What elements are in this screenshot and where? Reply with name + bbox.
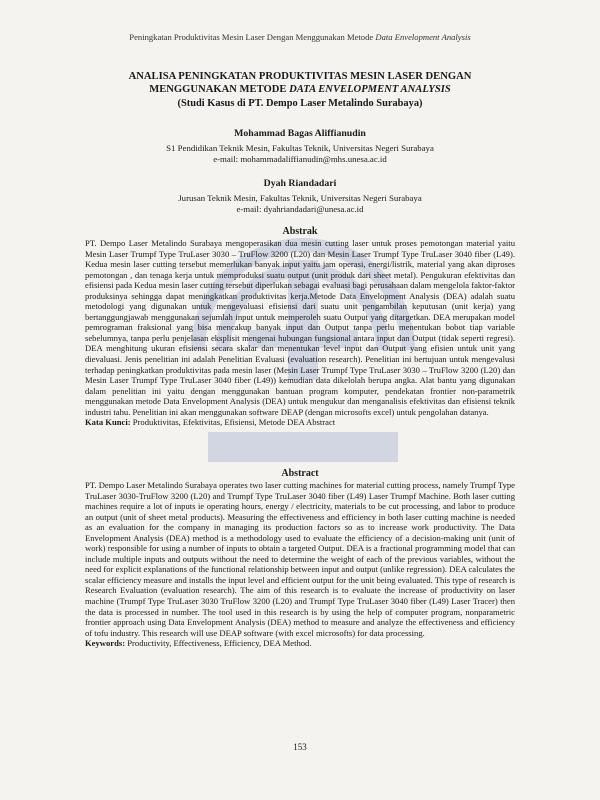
- author-block-2: [60, 178, 540, 215]
- author-affiliation: Jurusan Teknik Mesin, Fakultas Teknik, Universitas Negeri Surabaya: [178, 193, 422, 203]
- abstract-body: [85, 480, 515, 649]
- author-name: Mohammad Bagas Aliffianudin: [234, 128, 366, 139]
- abstrak-text: PT. Dempo Laser Metalindo Surabaya mengoperasikan dua mesin cutting laser untuk proses pemotongan material yaitu Mesin Laser Trumpf Type TruLaser 3030 – TruFlow 3200 (L20) dan Mesin Laser Trumpf Type TruLaser 3040 fiber (L49). Kedua mesin laser cutting tersebut memerlukan banyak input yaitu jam operasi, energi/listrik, material yang akan diproses pemotongan , dan tenaga kerja untuk memproduksi suatu output (unit produk dari sheet metal). Pengukuran efektivitas dan efisiensi pada Kedua mesin laser cutting tersebut diperlukan sebagai evaluasi bagi perusahaan dalam mengelola faktor-faktor produksinya sehingga dapat meningkatkan produktivitas kerja.Metode Data Envelopment Analysis (DEA) adalah suatu metodologi yang digunakan untuk mengevaluasi efisiensi dari suatu unit pengambilan keputusan (unit kerja) yang bertanggungjawab menggunakan sejumlah input untuk memperoleh suatu Output yang ditargetkan. DEA merupakan model pemrograman fraksional yang bisa mencakup banyak input dan Output tanpa perlu menentukan bobot tiap variable sebelumnya, tanpa perlu penjelasan eksplisit mengenai hubungan fungsional antara input dan Output (tidak seperti regresi). DEA menghitung ukuran efisiensi secara skalar dan menentukan level input dan Output yang efisien untuk unit yang dievaluasi. Jenis penelitian ini adalah Penelitian Evaluasi (evaluation research). Penelitian ini bertujuan untuk mengevalusi terhadap peningkatkan produktivitas pada mesin laser (Mesin Laser Trumpf Type TruLaser 3030 – TruFlow 3200 (L20) dan Mesin Laser Trumpf Type TruLaser 3040 fiber (L49)) kemudian data dikelolah berupa angka. Alat bantu yang digunakan dalam penelitian ini yaitu dengan menggunakan bantuan program komputer, pendekatan frontier non-parametrik menggunakan metode Data Envelopment Analysis (DEA) untuk mengukur dan menganalisis efektivitas dan efisiensi teknik industri tahu. Penelitian ini akan menggunakan software DEAP (dengan microsofts excel) untuk pengolahan datanya.: [85, 238, 515, 417]
- abstract-text: PT. Dempo Laser Metalindo Surabaya operates two laser cutting machines for material cutting process, namely Trumpf Type TruLaser 3030-TruFlow 3200 (L20) and Trumpf Type TruLaser 3040 fiber (L49) Laser Trumpf Machine. Both laser cutting machines require a lot of inputs ie operating hours, energy / electricity, materials to be cut processing, and labor to produce an output (unit of sheet metal products). Measuring the effectiveness and efficiency in both laser cutting machine is needed as an evaluation for the company in managing its production factors so as to increase work productivity. The Data Envelopment Analysis (DEA) method is a methodology used to evaluate the efficiency of a decision-making unit (unit of work) responsible for using a number of inputs to obtain a targeted Output. DEA is a fractional programming model that can include multiple inputs and outputs without the need to determine the weight of each of the previous variables, without the need for explicit explanations of the functional relationship between input and output (unlike regression). DEA calculates the scalar efficiency measure and installs the input level and efficient output for the unit being evaluated. This type of research is Research Evaluation (evaluation research). The aim of this research is to evaluate the increase of productivity on laser machine (Trumpf Type TruLaser 3030 TruFlow 3200 (L20) and Trumpf Type TruLaser 3040 fiber (L49) Laser Tracer) then the data is processed in number. The tool used in this research is by using the help of computer program, nonparametric frontier approach using Data Envelopment Analysis (DEA) method to measure and analyze the effectiveness and efficiency of tofu industry. This research will use DEAP software (with excel microsofts) for data processing.: [85, 480, 515, 638]
- paper-title: [60, 70, 540, 110]
- abstrak-heading: Abstrak: [282, 226, 318, 237]
- keywords-text: Productivity, Effectiveness, Efficiency, DEA Method.: [125, 638, 312, 649]
- abstrak-body: [85, 238, 515, 428]
- title-line-1: ANALISA PENINGKATAN PRODUKTIVITAS MESIN LASER DENGAN: [128, 71, 472, 82]
- kata-kunci-text: Produktivitas, Efektivitas, Efisiensi, Metode DEA Abstract: [130, 417, 336, 428]
- author-block-1: [60, 128, 540, 165]
- author-email: e-mail: mohammadaliffianudin@mhs.unesa.ac.id: [213, 154, 387, 164]
- paper-subtitle: (Studi Kasus di PT. Dempo Laser Metalindo Surabaya): [177, 98, 423, 109]
- author-name: Dyah Riandadari: [263, 178, 337, 189]
- running-head: Peningkatan Produktivitas Mesin Laser Dengan Menggunakan Metode Data Envelopment Analysis: [129, 32, 471, 42]
- abstract-heading: Abstract: [281, 468, 319, 479]
- author-email: e-mail: dyahriandadari@unesa.ac.id: [236, 204, 364, 214]
- kata-kunci-label: Kata Kunci:: [85, 417, 131, 428]
- keywords-label: Keywords:: [85, 638, 126, 649]
- page-number: 153: [293, 742, 307, 752]
- author-affiliation: S1 Pendidikan Teknik Mesin, Fakultas Teknik, Universitas Negeri Surabaya: [166, 143, 434, 153]
- title-line-2: MENGGUNAKAN METODE DATA ENVELOPMENT ANALYSIS: [149, 84, 451, 95]
